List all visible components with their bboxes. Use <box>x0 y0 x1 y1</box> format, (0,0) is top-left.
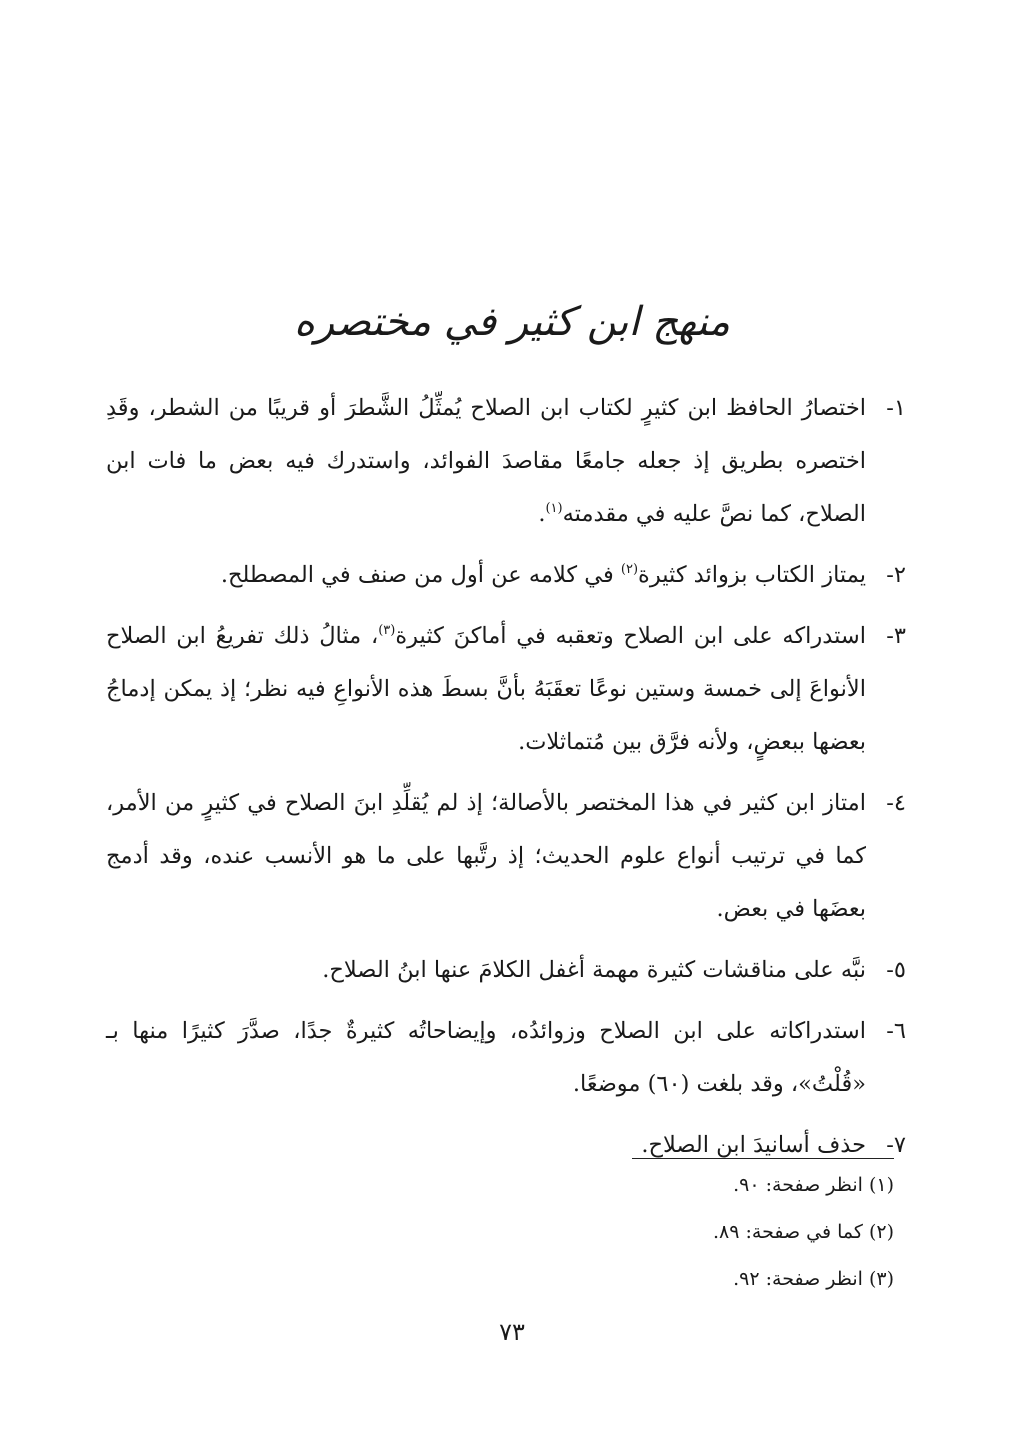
item-text-segment: ، مثالُ ذلك تفريعُ ابن الصلاح الأنواعَ إلى خمسة وستين نوعًا تعقَبَهُ بأنَّ بسطَ هذه الأنواعِ فيه نظر؛ إذ يمكن إدماجُ بعضها ببعضٍ، ولأنه فرَّق بين مُتماثلات. <box>106 623 866 755</box>
numbered-list <box>106 382 906 1172</box>
item-text: امتاز ابن كثير في هذا المختصر بالأصالة؛ إذ لم يُقلِّدِ ابنَ الصلاح في كثيرٍ من الأمر، كما في ترتيب أنواع علوم الحديث؛ إذ رتَّبها على ما هو الأنسب عنده، وقد أدمج بعضَها في بعض. <box>106 790 866 922</box>
chapter-title: منهج ابن كثير في مختصره <box>293 299 731 345</box>
item-text-segment: . <box>538 501 546 527</box>
footnote: (٣) انظر صفحة: ٩٢. <box>733 1268 894 1290</box>
list-item <box>106 382 906 541</box>
footnote-marker: (١) <box>545 501 563 516</box>
item-number: ٦- <box>886 1018 906 1044</box>
item-text <box>106 382 866 541</box>
item-number: ٤- <box>886 790 906 816</box>
page-number: ٧٣ <box>499 1318 525 1346</box>
item-text-segment: في كلامه عن أول من صنف في المصطلح. <box>220 562 621 588</box>
item-number: ٥- <box>886 957 906 983</box>
item-text <box>106 610 866 769</box>
item-number: ٢- <box>886 562 906 588</box>
footnote-marker: (٣) <box>378 623 396 638</box>
item-text <box>106 549 866 602</box>
item-text: حذف أسانيدَ ابن الصلاح. <box>641 1132 866 1158</box>
item-text-segment: يمتاز الكتاب بزوائد كثيرة <box>638 562 866 588</box>
item-text: نبَّه على مناقشات كثيرة مهمة أغفل الكلامَ عنها ابنُ الصلاح. <box>322 957 866 983</box>
item-number: ١- <box>886 395 906 421</box>
footnotes <box>494 1162 894 1303</box>
footnote: (١) انظر صفحة: ٩٠. <box>733 1174 894 1196</box>
list-item <box>106 610 906 769</box>
item-text-segment: استدراكه على ابن الصلاح وتعقبه في أماكنَ كثيرة <box>395 623 866 649</box>
item-text-segment: اختصارُ الحافظ ابن كثيرٍ لكتاب ابن الصلاح يُمثِّلُ الشَّطرَ أو قريبًا من الشطر، وقَدِ اختصره بطريق إذ جعله جامعًا مقاصدَ الفوائد، واستدرك فيه بعض ما فات ابن الصلاح، كما نصَّ عليه في مقدمته <box>106 395 866 527</box>
footnote-marker: (٢) <box>620 562 639 577</box>
footnote-separator <box>632 1158 894 1159</box>
list-item <box>106 549 906 602</box>
item-text: استدراكاته على ابن الصلاح وزوائدُه، وإيضاحاتُه كثيرةٌ جدًا، صدَّرَ كثيرًا منها بـ «قُلْتُ»، وقد بلغت (٦٠) موضعًا. <box>106 1018 866 1097</box>
item-number: ٧- <box>886 1132 906 1158</box>
list-item <box>106 777 906 936</box>
item-number: ٣- <box>886 623 906 649</box>
list-item <box>106 944 906 997</box>
footnote: (٢) كما في صفحة: ٨٩. <box>712 1221 894 1243</box>
list-item <box>106 1005 906 1111</box>
